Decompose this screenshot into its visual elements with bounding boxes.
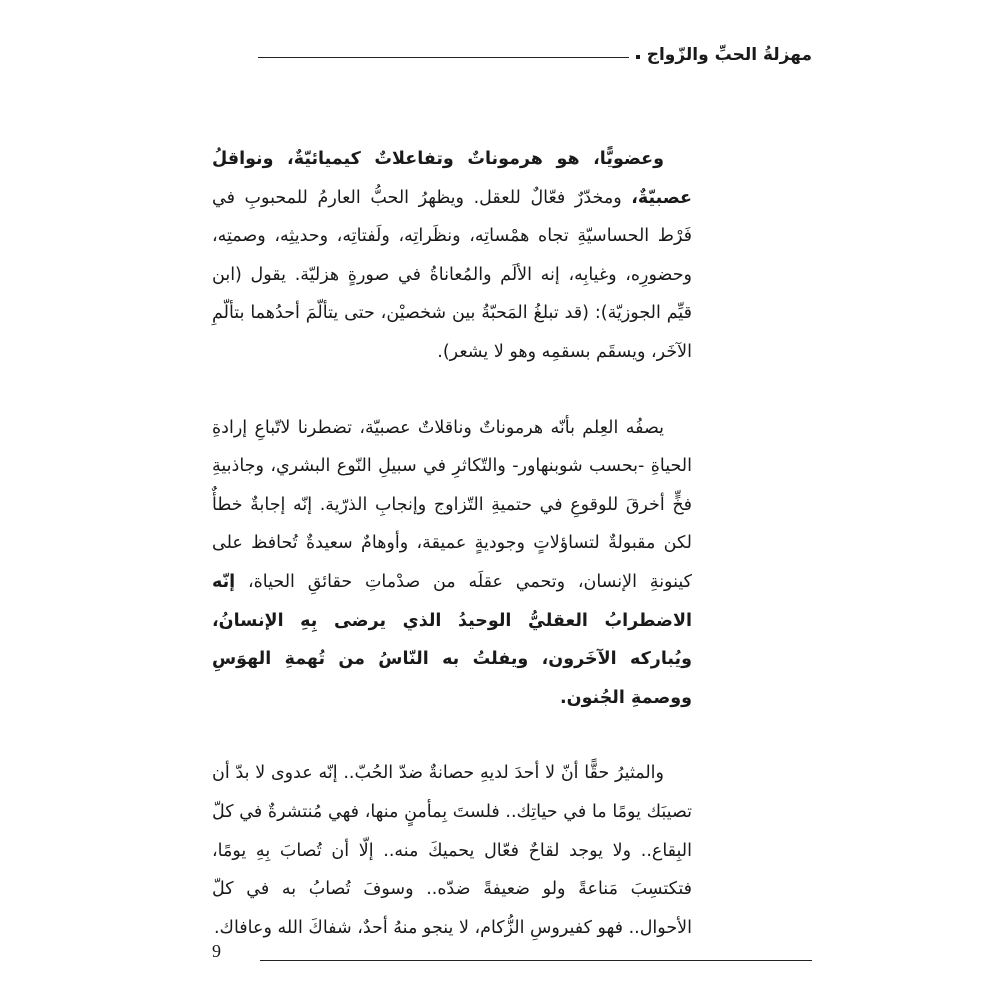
running-header-title: مهزلةُ الحبِّ والزّواج: [646, 45, 812, 65]
page-footer: [212, 938, 812, 964]
text-run: والمثيرُ حقًّا أنّ لا أحدَ لديهِ حصانةٌ ضدّ الحُبّ.. إنّه عدوى لا بدّ أن تصيبَك يومًا ما في حياتِك.. فلستَ بِمأمنٍ منها، فهي مُنتشرةٌ في كلّ البِقاع.. ولا يوجد لقاحٌ فعّال يحميكَ منه.. إلّا أن تُصابَ بِهِ يومًا، فتكتسِبَ مَناعةً ولو ضعيفةً ضدّه.. وسوفَ تُصابُ به في كلّ الأحوال.. فهو كفيروسِ الزُّكام، لا ينجو منهُ أحدٌ، شفاكَ الله وعافاك.: [212, 763, 692, 938]
bold-text-run: وعضويًّا، هو هرموناتٌ وتفاعلاتٌ كيميائيّةٌ، ونواقلُ عصبيّةٌ،: [212, 149, 692, 208]
running-header: [258, 38, 812, 68]
text-run: ومخدّرٌ فعّالٌ للعقل. ويظهرُ الحبُّ العارمُ للمحبوبِ في فَرْط الحساسيّةِ تجاه همْساتِه، ونظَراتِه، ولَفتاتِه، وحديثِه، وصمتِه، وحضورِه، وغيابِه، إنه الألَم والمُعاناةُ في صورةٍ هزليّة. يقول (ابن قيِّم الجوزيّة): (قد تبلغُ المَحبّةُ بين شخصيْن، حتى يتألّمَ أحدُهما بتألّمِ الآخَر، ويسقَم بسقمِه وهو لا يشعر).: [212, 187, 692, 362]
bold-text-run: إنّه الاضطرابُ العقليُّ الوحيدُ الذي يرضى بِهِ الإنسانُ، ويُباركه الآخَرون، ويفلتُ به النّاسُ من تُهمةِ الهوَسِ ووصمةِ الجُنون.: [212, 571, 692, 708]
header-square-ornament: [636, 55, 640, 59]
header-rule: [258, 57, 629, 58]
paragraph: [212, 409, 692, 718]
paragraph: [212, 754, 692, 947]
body-text: [212, 140, 692, 947]
paragraph: [212, 140, 692, 372]
footer-rule: [260, 960, 812, 961]
page-number: 9: [212, 940, 221, 961]
text-run: يصفُه العِلم بأنّه هرموناتٌ وناقلاتٌ عصبيّة، تضطرنا لاتّباعِ إرادةِ الحياةِ -بحسب شوبنهاور- والتّكاثرِ في سبيلِ النّوع البشري، وجاذبيةِ فخٍّ أخرقَ للوقوعِ في حتميةِ التّزاوج وإنجابِ الذرّية. إنّه إجابةٌ خطأٌ لكن مقبولةٌ لتساؤلاتٍ وجوديةٍ عميقة، وأوهامٌ سعيدةٌ تُحافظ على كينونةِ الإنسان، وتحمي عقلَه من صدْماتِ حقائقِ الحياة،: [212, 417, 692, 592]
